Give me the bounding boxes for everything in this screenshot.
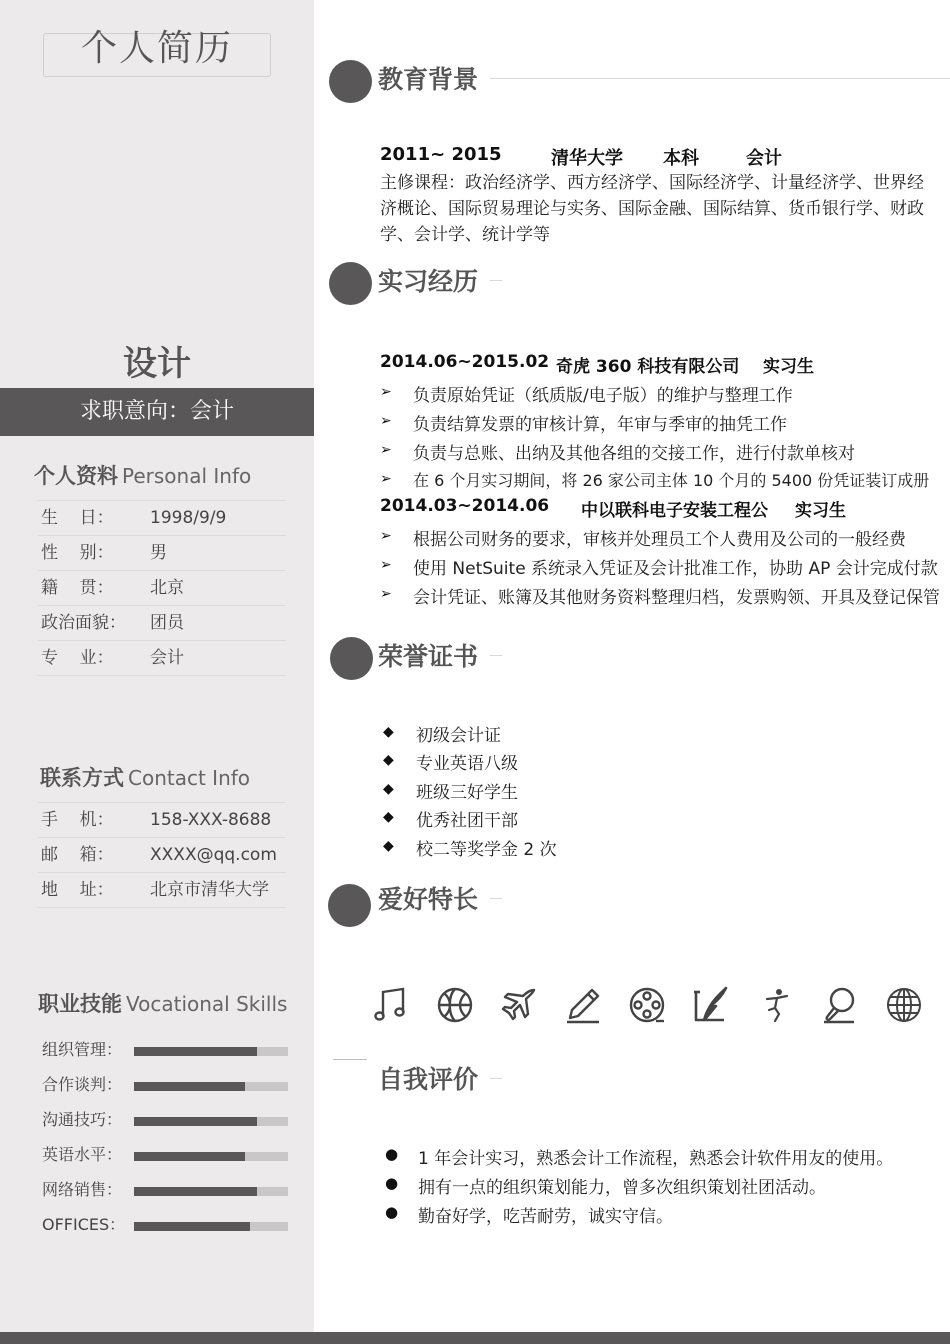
section-rule — [490, 78, 950, 79]
job-duty: 会计凭证、账簿及其他财务资料整理归档，发票购领、开具及登记保管 — [413, 588, 940, 608]
self-eval-item: 勤奋好学，吃苦耐劳，诚实守信。 — [418, 1207, 673, 1227]
info-label: 手 机： — [41, 810, 114, 830]
bottom-bar — [0, 1332, 950, 1344]
contact-info-heading — [40, 762, 250, 792]
personal-info-heading — [34, 460, 251, 490]
skill-label: 英语水平： — [42, 1145, 123, 1164]
education-degree: 本科 — [663, 148, 699, 169]
info-row-address — [38, 873, 286, 908]
info-row-email — [38, 838, 286, 873]
hobbies-title: 爱好特长 — [378, 885, 479, 914]
airplane-icon — [498, 984, 540, 1026]
skill-row — [42, 1072, 288, 1092]
arrow-bullet-icon: ➢ — [380, 528, 392, 544]
arrow-bullet-icon: ➢ — [380, 471, 392, 487]
skill-row — [42, 1212, 288, 1232]
internship-title: 实习经历 — [378, 267, 479, 296]
info-label: 地 址： — [41, 880, 114, 900]
applicant-name: 设计 — [123, 344, 191, 384]
skill-bar-fill — [134, 1082, 245, 1091]
resume-title: 个人简历 — [80, 28, 233, 69]
job-duty: 负责结算发票的审核计算，年审与季审的抽凭工作 — [413, 415, 787, 435]
education-title: 教育背景 — [378, 65, 479, 94]
info-row-major — [38, 641, 286, 676]
skill-bar-track — [134, 1187, 288, 1196]
info-label: 籍 贯： — [41, 578, 114, 598]
section-rule — [490, 655, 502, 656]
info-value: 北京 — [150, 578, 184, 598]
skill-bar-track — [134, 1222, 288, 1231]
job-role: 实习生 — [763, 357, 814, 377]
arrow-bullet-icon: ➢ — [380, 586, 392, 602]
skill-bar-fill — [134, 1047, 257, 1056]
section-rule — [490, 280, 502, 281]
globe-icon — [883, 984, 925, 1026]
section-rule — [490, 1078, 502, 1079]
job-duty: 根据公司财务的要求，审核并处理员工个人费用及公司的一般经费 — [413, 530, 906, 550]
personal-info-title: 个人资料 — [34, 464, 118, 488]
job-period: 2014.06~2015.02 — [380, 352, 550, 372]
section-rule — [333, 1059, 367, 1060]
section-marker — [328, 884, 371, 927]
diamond-bullet-icon: ◆ — [383, 752, 394, 768]
dot-bullet-icon: ● — [385, 1145, 399, 1163]
honors-title: 荣誉证书 — [378, 642, 479, 671]
diamond-bullet-icon: ◆ — [383, 724, 394, 740]
skill-row — [42, 1177, 288, 1197]
skill-bar-fill — [134, 1187, 257, 1196]
skill-bar-fill — [134, 1117, 257, 1126]
section-marker — [330, 637, 373, 680]
info-label: 邮 箱： — [41, 845, 114, 865]
info-value: 团员 — [150, 613, 184, 633]
arrow-bullet-icon: ➢ — [380, 384, 392, 400]
info-row-political — [38, 606, 286, 641]
honor-item: 班级三好学生 — [416, 783, 518, 803]
skill-label: 组织管理： — [42, 1040, 123, 1059]
skill-bar-track — [134, 1047, 288, 1056]
skill-label: 沟通技巧： — [42, 1110, 123, 1129]
job-period: 2014.03~2014.06 — [380, 496, 550, 516]
music-icon — [371, 984, 413, 1026]
skill-label: OFFICES： — [42, 1215, 126, 1234]
info-value: 北京市清华大学 — [150, 880, 269, 900]
job-intent: 求职意向：会计 — [0, 388, 314, 436]
arrow-bullet-icon: ➢ — [380, 413, 392, 429]
job-duty: 负责原始凭证（纸质版/电子版）的维护与整理工作 — [413, 386, 793, 406]
honor-item: 校二等奖学金 2 次 — [416, 840, 557, 860]
education-major: 会计 — [746, 148, 782, 169]
dance-icon — [755, 984, 797, 1026]
info-value: 1998/9/9 — [150, 508, 227, 528]
arrow-bullet-icon: ➢ — [380, 442, 392, 458]
info-value: XXXX@qq.com — [150, 845, 277, 865]
job-company: 中以联科电子安装工程公 — [581, 501, 768, 521]
education-school: 清华大学 — [551, 148, 623, 169]
job-duty: 负责与总账、出纳及其他各组的交接工作，进行付款单核对 — [413, 444, 855, 464]
job-company: 奇虎 360 科技有限公司 — [556, 357, 740, 377]
diamond-bullet-icon: ◆ — [383, 781, 394, 797]
skills-heading — [38, 988, 287, 1018]
skill-row — [42, 1142, 288, 1162]
skills-title: 职业技能 — [38, 992, 122, 1016]
section-rule — [490, 898, 502, 899]
skills-title-en: Vocational Skills — [126, 992, 288, 1016]
job-duty: 使用 NetSuite 系统录入凭证及会计批准工作，协助 AP 会计完成付款 — [413, 559, 938, 579]
skill-row — [42, 1107, 288, 1127]
self-eval-item: 1 年会计实习，熟悉会计工作流程，熟悉会计软件用友的使用。 — [418, 1149, 894, 1169]
self-eval-title: 自我评价 — [378, 1065, 479, 1094]
education-courses: 主修课程：政治经济学、西方经济学、国际经济学、计量经济学、世界经济概论、国际贸易理论与实务、国际金融、国际结算、货币银行学、财政学、会计学、统计学等 — [380, 173, 924, 245]
info-label: 生 日： — [41, 508, 114, 528]
info-value: 158-XXX-8688 — [150, 810, 272, 830]
skill-row — [42, 1037, 288, 1057]
info-label: 专 业： — [41, 648, 114, 668]
pen-icon — [562, 984, 604, 1026]
skill-bar-track — [134, 1152, 288, 1161]
info-label: 政治面貌： — [41, 613, 126, 633]
job-duty: 在 6 个月实习期间，将 26 家公司主体 10 个月的 5400 份凭证装订成册 — [413, 471, 930, 490]
info-row-hometown — [38, 571, 286, 606]
section-marker — [329, 262, 372, 305]
info-value: 会计 — [150, 648, 184, 668]
arrow-bullet-icon: ➢ — [380, 557, 392, 573]
personal-info-title-en: Personal Info — [122, 464, 252, 488]
info-row-phone — [38, 803, 286, 838]
basketball-icon — [434, 984, 476, 1026]
skill-label: 合作谈判： — [42, 1075, 123, 1094]
info-row-gender — [38, 536, 286, 571]
self-eval-item: 拥有一点的组织策划能力，曾多次组织策划社团活动。 — [418, 1178, 826, 1198]
writing-icon — [690, 984, 732, 1026]
contact-info-title-en: Contact Info — [128, 766, 251, 790]
dot-bullet-icon: ● — [385, 1174, 399, 1192]
section-marker — [329, 60, 372, 103]
skill-bar-fill — [134, 1222, 250, 1231]
skill-bar-track — [134, 1117, 288, 1126]
skill-label: 网络销售： — [42, 1180, 123, 1199]
job-role: 实习生 — [795, 501, 846, 521]
info-label: 性 别： — [41, 543, 114, 563]
honor-item: 初级会计证 — [416, 726, 501, 746]
diamond-bullet-icon: ◆ — [383, 838, 394, 854]
skill-bar-fill — [134, 1152, 245, 1161]
skill-bar-track — [134, 1082, 288, 1091]
ping-pong-icon — [818, 984, 860, 1026]
contact-info-title: 联系方式 — [40, 766, 124, 790]
dot-bullet-icon: ● — [385, 1203, 399, 1221]
diamond-bullet-icon: ◆ — [383, 809, 394, 825]
honor-item: 优秀社团干部 — [416, 811, 518, 831]
info-row-birthday — [38, 501, 286, 536]
info-value: 男 — [150, 543, 167, 563]
honor-item: 专业英语八级 — [416, 754, 518, 774]
education-period: 2011~ 2015 — [380, 144, 502, 165]
film-reel-icon — [626, 984, 668, 1026]
